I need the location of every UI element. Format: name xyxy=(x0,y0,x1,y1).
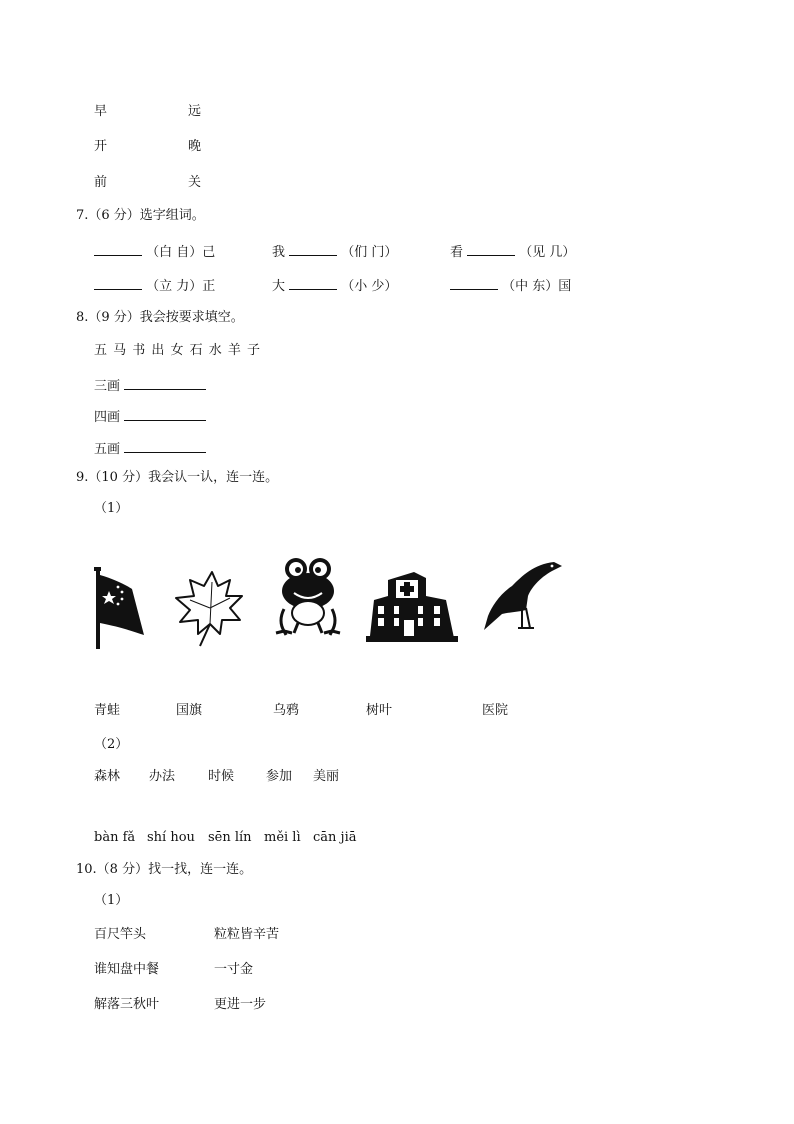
q7-item-3-options: （见 几） xyxy=(519,245,576,260)
pair-left-1: 早 xyxy=(94,104,108,119)
q8-row-label: 三画 xyxy=(94,379,121,394)
answer-blank[interactable] xyxy=(467,243,515,256)
q9-word2-3: 时候 xyxy=(208,769,235,784)
q7-item-2-prefix: 我 xyxy=(272,245,286,260)
answer-blank[interactable] xyxy=(94,277,142,290)
q8-row-label: 五画 xyxy=(94,442,121,457)
q7-item-2-options: （们 门） xyxy=(341,245,398,260)
q9-pinyin-2: shí hou xyxy=(147,830,195,845)
q7-item-5-options: （小 少） xyxy=(341,279,398,294)
q9-word-frog: 青蛙 xyxy=(94,703,121,718)
flag-icon xyxy=(92,565,148,651)
answer-blank[interactable] xyxy=(124,377,206,390)
q9-pinyin-3: sēn lín xyxy=(208,830,252,845)
pair-left-2: 开 xyxy=(94,139,108,154)
q7-item-3 xyxy=(450,243,575,259)
q9-pinyin-5: cān jiā xyxy=(313,830,357,845)
q10-left-2: 谁知盘中餐 xyxy=(94,962,160,977)
q10-left-1: 百尺竿头 xyxy=(94,927,147,942)
pair-right-3: 关 xyxy=(188,175,202,190)
q9-part1-label: （1） xyxy=(94,501,129,516)
q7-item-6 xyxy=(450,277,571,293)
q8-title: 8.（9 分）我会按要求填空。 xyxy=(76,310,244,325)
q7-item-6-options: （中 东）国 xyxy=(502,279,572,294)
q10-title: 10.（8 分）找一找，连一连。 xyxy=(76,862,253,877)
q9-word-flag: 国旗 xyxy=(176,703,203,718)
q9-word2-5: 美丽 xyxy=(313,769,340,784)
q8-character-list: 五 马 书 出 女 石 水 羊 子 xyxy=(94,343,262,358)
q10-right-3: 更进一步 xyxy=(214,997,267,1012)
q7-item-1-options: （白 自）己 xyxy=(146,245,216,260)
q9-word2-1: 森林 xyxy=(94,769,121,784)
q7-item-3-prefix: 看 xyxy=(450,245,464,260)
frog-icon xyxy=(272,555,344,637)
q10-part1-label: （1） xyxy=(94,893,129,908)
answer-blank[interactable] xyxy=(124,408,206,421)
q9-title: 9.（10 分）我会认一认，连一连。 xyxy=(76,470,279,485)
q9-word2-2: 办法 xyxy=(149,769,176,784)
q9-word-hospital: 医院 xyxy=(482,703,509,718)
q9-word-crow: 乌鸦 xyxy=(273,703,300,718)
hospital-icon xyxy=(366,566,458,644)
crow-icon xyxy=(482,556,564,636)
q9-pinyin-1: bàn fǎ xyxy=(94,830,136,845)
answer-blank[interactable] xyxy=(289,243,337,256)
answer-blank[interactable] xyxy=(94,243,142,256)
leaf-icon xyxy=(172,568,246,648)
q7-item-1 xyxy=(94,243,215,259)
q10-left-3: 解落三秋叶 xyxy=(94,997,160,1012)
pair-right-1: 远 xyxy=(188,104,202,119)
answer-blank[interactable] xyxy=(124,440,206,453)
q10-right-1: 粒粒皆辛苦 xyxy=(214,927,280,942)
q9-pinyin-4: měi lì xyxy=(264,830,301,845)
q7-item-2 xyxy=(272,243,397,259)
q8-row-2 xyxy=(94,408,206,424)
q7-title: 7.（6 分）选字组词。 xyxy=(76,208,205,223)
q8-row-3 xyxy=(94,440,206,456)
q9-part2-label: （2） xyxy=(94,737,129,752)
q7-item-4-options: （立 力）正 xyxy=(146,279,216,294)
q7-item-5 xyxy=(272,277,397,293)
q8-row-1 xyxy=(94,377,206,393)
q7-item-5-prefix: 大 xyxy=(272,279,286,294)
q10-right-2: 一寸金 xyxy=(214,962,254,977)
answer-blank[interactable] xyxy=(289,277,337,290)
q8-row-label: 四画 xyxy=(94,410,121,425)
pair-right-2: 晚 xyxy=(188,139,202,154)
q9-word2-4: 参加 xyxy=(266,769,293,784)
q9-word-leaf: 树叶 xyxy=(366,703,393,718)
answer-blank[interactable] xyxy=(450,277,498,290)
pair-left-3: 前 xyxy=(94,175,108,190)
q7-item-4 xyxy=(94,277,215,293)
